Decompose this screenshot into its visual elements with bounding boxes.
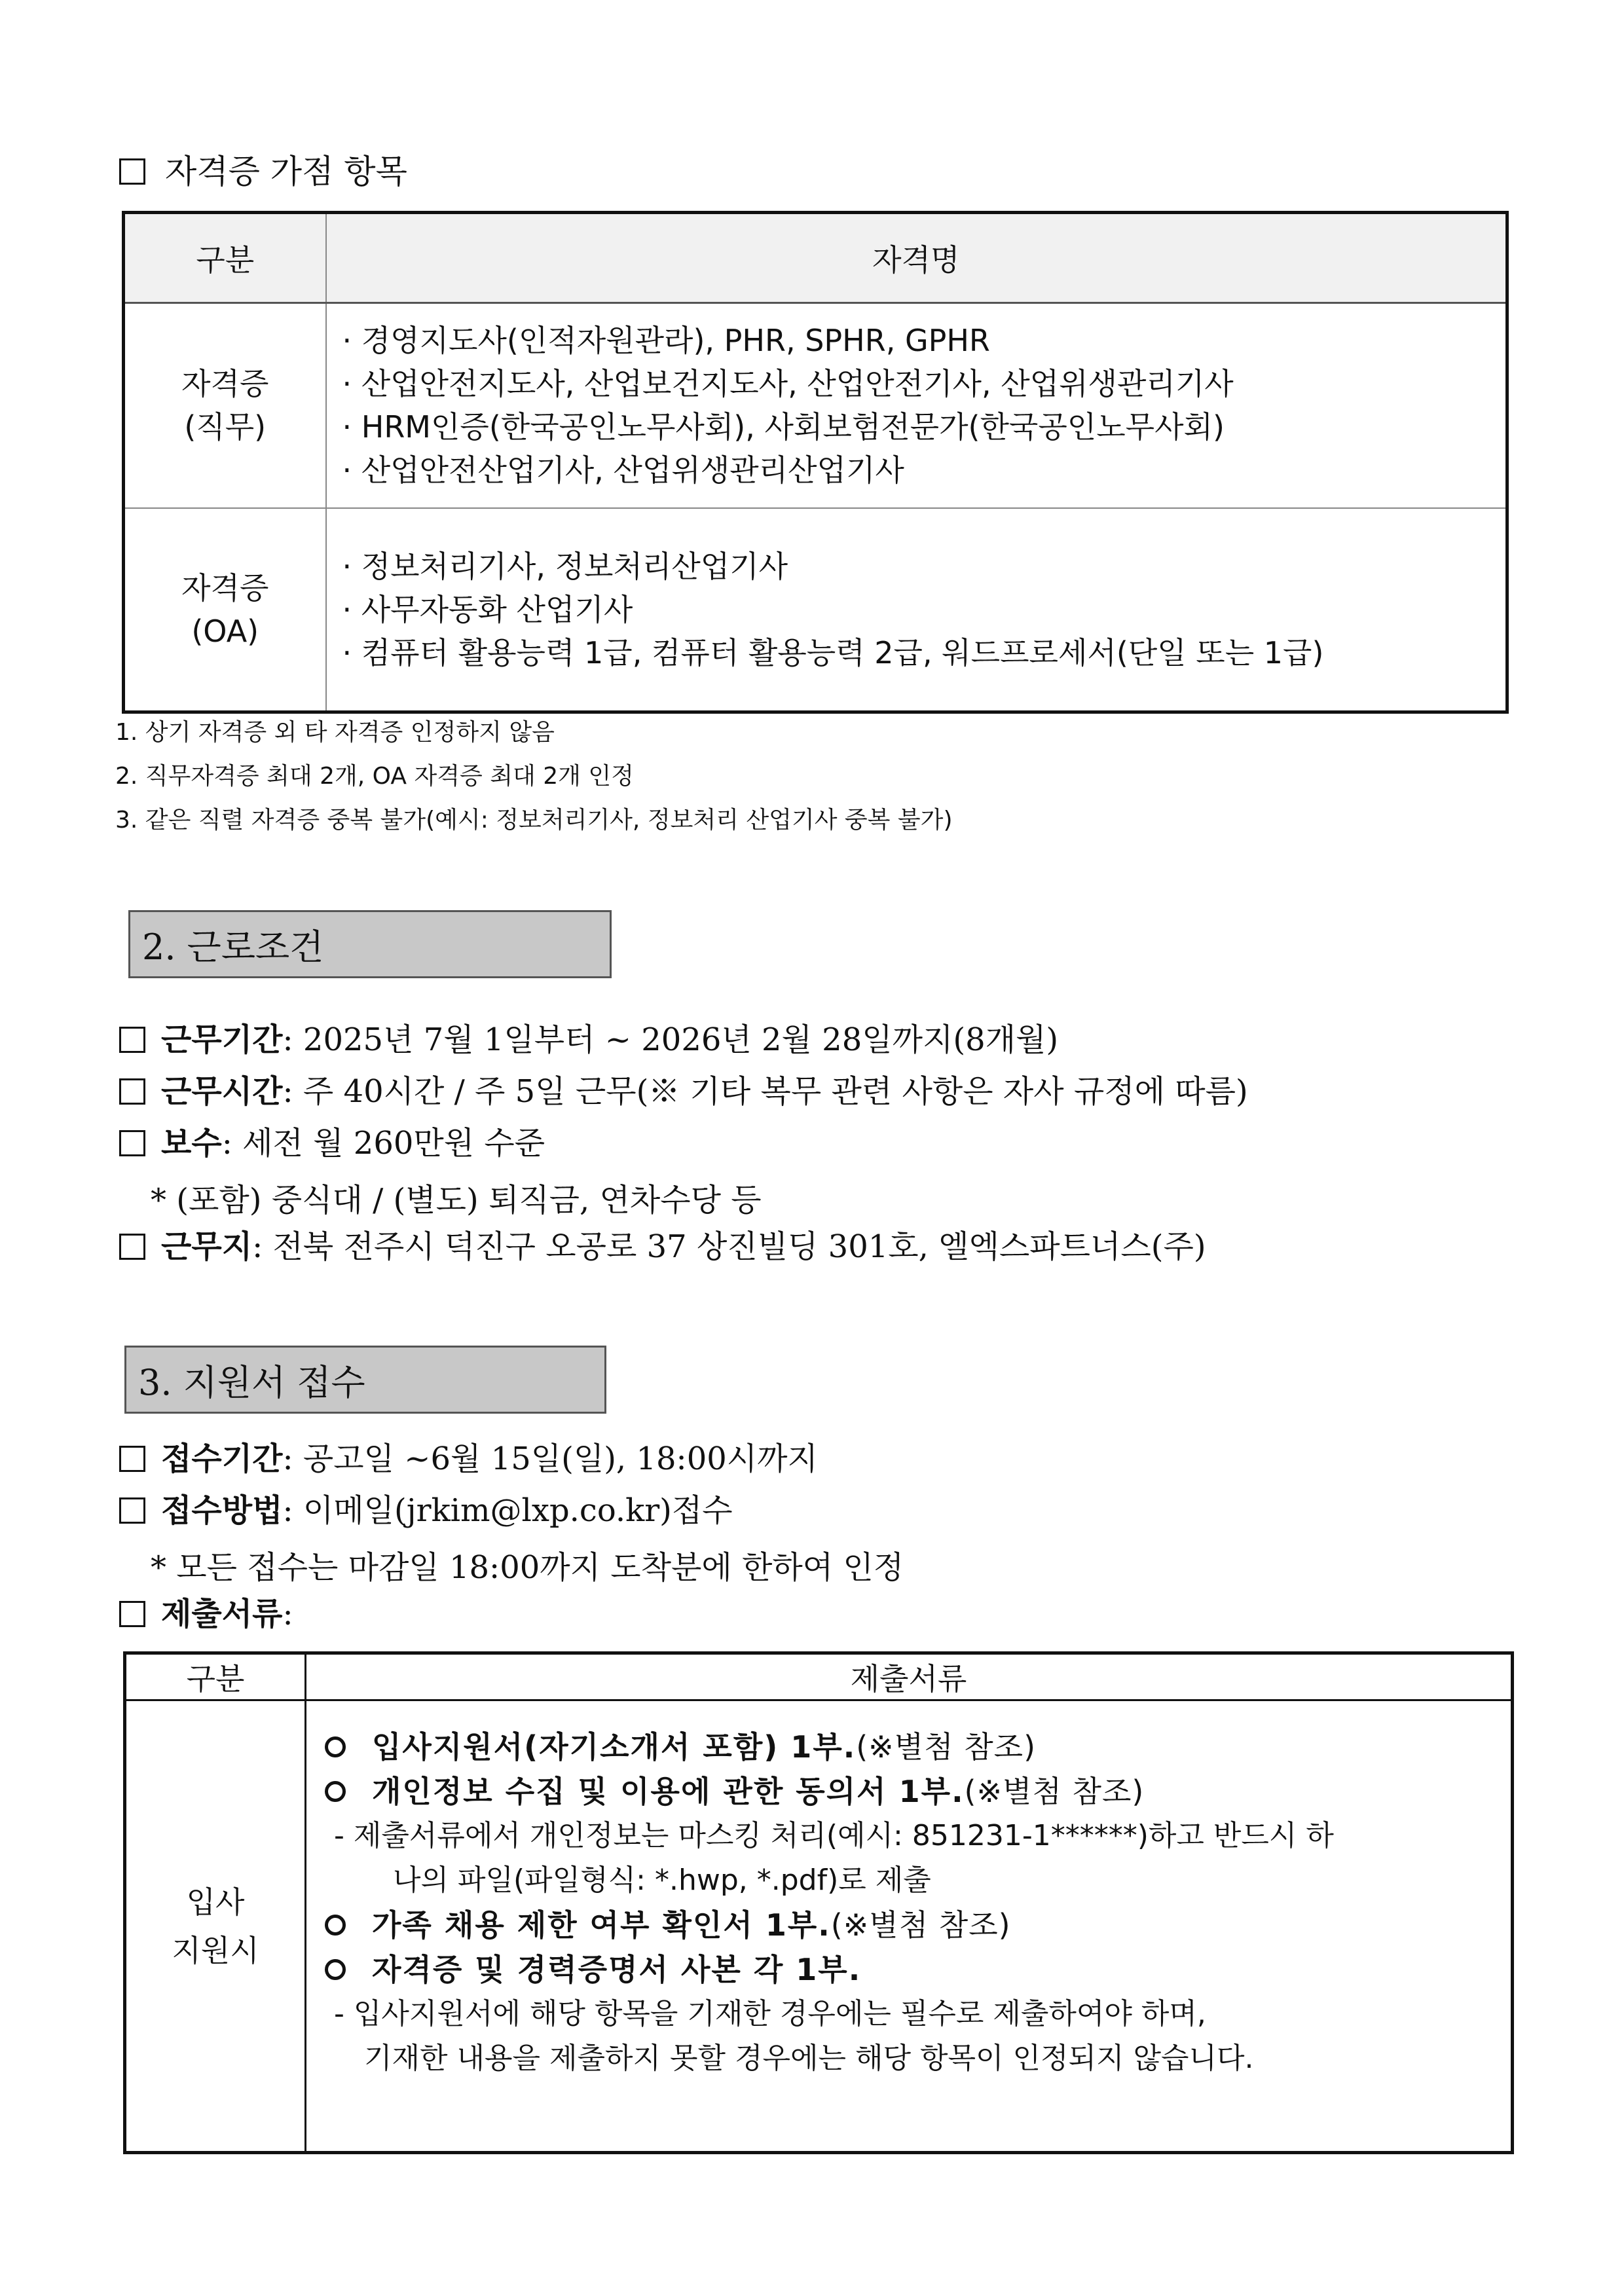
cert-table	[122, 211, 1509, 714]
checkbox-square-icon	[119, 1497, 145, 1524]
checkbox-square-icon	[119, 1027, 145, 1053]
doc-row-label	[125, 1700, 306, 2153]
receipt-note: * 모든 접수는 마감일 18:00까지 도착분에 한하여 인정	[151, 1549, 904, 1586]
checkbox-square-icon	[119, 1130, 145, 1156]
doc-detail-line: - 입사지원서에 해당 항목을 기재한 경우에는 필수로 제출하여야 하며,	[334, 1997, 1206, 2030]
receipt-value: : 이메일(jrkim@lxp.co.kr)접수	[282, 1492, 733, 1529]
cert-row-items	[326, 508, 1507, 712]
receipt-item	[119, 1439, 818, 1479]
list-item	[325, 1947, 1510, 1992]
list-item: · 정보처리기사, 정보처리산업기사	[342, 548, 788, 584]
condition-item	[119, 1123, 545, 1164]
list-item: · 산업안전산업기사, 산업위생관리산업기사	[342, 452, 904, 488]
doc-name: 가족 채용 제한 여부 확인서 1부.	[372, 1907, 831, 1943]
table-row	[124, 508, 1507, 712]
list-item: · HRM인증(한국공인노무사회), 사회보험전문가(한국공인노무사회)	[342, 409, 1225, 445]
receipt-label: 접수방법	[161, 1492, 283, 1529]
list-item: · 컴퓨터 활용능력 1급, 컴퓨터 활용능력 2급, 워드프로세서(단일 또는 1급)	[342, 634, 1324, 670]
cert-header-name: 자격명	[326, 213, 1507, 303]
doc-list	[306, 1700, 1513, 2153]
doc-suffix: (※별첨 참조)	[856, 1729, 1037, 1765]
documents-table-header	[125, 1653, 1513, 1700]
doc-row-label-line: 지원시	[172, 1932, 259, 1968]
cert-header-category: 구분	[124, 213, 326, 303]
receipt-item	[119, 1490, 733, 1531]
section-2-title: 2. 근로조건	[142, 926, 324, 968]
cert-row-label-line: 자격증	[181, 570, 269, 606]
condition-value: : 주 40시간 / 주 5일 근무(※ 기타 복무 관련 사항은 자사 규정에 따름)	[282, 1073, 1248, 1110]
circle-bullet-icon	[325, 1915, 346, 1936]
cert-row-label-line: (OA)	[191, 613, 259, 649]
cert-note-2: 2. 직무자격증 최대 2개, OA 자격증 최대 2개 인정	[115, 763, 634, 790]
checkbox-square-icon	[119, 1234, 145, 1260]
doc-suffix: (※별첨 참조)	[830, 1907, 1011, 1943]
table-row	[125, 1700, 1513, 2153]
cert-section-title: 자격증 가점 항목	[165, 153, 407, 191]
doc-suffix: (※별첨 참조)	[964, 1774, 1145, 1809]
condition-label: 보수	[161, 1125, 222, 1162]
cert-row-label-line: 자격증	[181, 366, 269, 402]
doc-detail-line: - 제출서류에서 개인정보는 마스킹 처리(예시: 851231-1******)하고 반드시 하	[334, 1819, 1334, 1852]
cert-row-label	[124, 508, 326, 712]
doc-header-docs: 제출서류	[306, 1653, 1513, 1700]
receipt-value: :	[282, 1596, 293, 1632]
checkbox-square-icon	[119, 158, 145, 185]
table-row	[124, 303, 1507, 508]
condition-item	[119, 1071, 1248, 1112]
circle-bullet-icon	[325, 1781, 346, 1802]
list-item: · 사무자동화 산업기사	[342, 591, 633, 627]
doc-detail-line: 나의 파일(파일형식: *.hwp, *.pdf)로 제출	[393, 1864, 931, 1897]
doc-name: 입사지원서(자기소개서 포함) 1부.	[372, 1729, 857, 1765]
section-3-title: 3. 지원서 접수	[138, 1361, 365, 1403]
list-item	[325, 1725, 1510, 1769]
condition-value: : 2025년 7월 1일부터 ~ 2026년 2월 28일까지(8개월)	[282, 1021, 1059, 1058]
receipt-label: 제출서류	[161, 1596, 283, 1632]
condition-item	[119, 1019, 1058, 1060]
condition-label: 근무시간	[161, 1073, 283, 1110]
circle-bullet-icon	[325, 1736, 346, 1757]
section-3-heading	[124, 1346, 606, 1414]
doc-header-category: 구분	[125, 1653, 306, 1700]
cert-section-heading	[119, 152, 407, 191]
documents-table	[123, 1651, 1514, 2154]
cert-note-3: 3. 같은 직렬 자격증 중복 불가(예시: 정보처리기사, 정보처리 산업기사 중복 불가)	[115, 807, 953, 834]
list-item: · 산업안전지도사, 산업보건지도사, 산업안전기사, 산업위생관리기사	[342, 366, 1234, 402]
condition-item	[119, 1226, 1206, 1267]
circle-bullet-icon	[325, 1959, 346, 1980]
cert-row-label-line: (직무)	[184, 409, 267, 445]
list-item	[325, 1769, 1510, 1814]
section-2-heading	[128, 910, 612, 978]
doc-name: 자격증 및 경력증명서 사본 각 1부.	[372, 1952, 862, 1987]
condition-value: : 세전 월 260만원 수준	[221, 1125, 545, 1162]
doc-name: 개인정보 수집 및 이용에 관한 동의서 1부.	[372, 1774, 965, 1809]
condition-value: : 전북 전주시 덕진구 오공로 37 상진빌딩 301호, 엘엑스파트너스(주)	[252, 1228, 1206, 1265]
list-item: · 경영지도사(인적자원관라), PHR, SPHR, GPHR	[342, 323, 990, 359]
doc-row-label-line: 입사	[186, 1884, 245, 1920]
doc-detail-line: 기재한 내용을 제출하지 못할 경우에는 해당 항목이 인정되지 않습니다.	[364, 2042, 1254, 2075]
receipt-item	[119, 1594, 293, 1634]
pay-note: * (포함) 중식대 / (별도) 퇴직금, 연차수당 등	[151, 1182, 762, 1219]
list-item	[325, 1903, 1510, 1947]
condition-label: 근무지	[161, 1228, 253, 1265]
checkbox-square-icon	[119, 1078, 145, 1105]
cert-table-header	[124, 213, 1507, 303]
cert-row-items	[326, 303, 1507, 508]
receipt-label: 접수기간	[161, 1441, 283, 1477]
cert-note-1: 1. 상기 자격증 외 타 자격증 인정하지 않음	[115, 719, 555, 746]
checkbox-square-icon	[119, 1446, 145, 1472]
receipt-value: : 공고일 ~6월 15일(일), 18:00시까지	[282, 1441, 818, 1477]
checkbox-square-icon	[119, 1601, 145, 1627]
cert-row-label	[124, 303, 326, 508]
condition-label: 근무기간	[161, 1021, 283, 1058]
